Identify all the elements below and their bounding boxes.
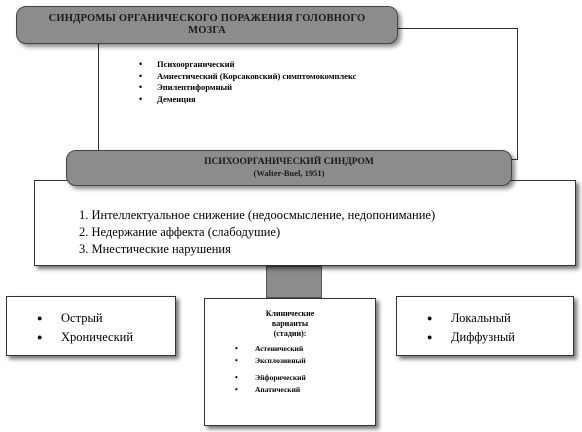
list-item: • Апатический [235,384,306,396]
main-title-line1: СИНДРОМЫ ОРГАНИЧЕСКОГО ПОРАЖЕНИЯ ГОЛОВНОГО [48,13,366,24]
psychoorganic-subtitle: (Walter-Buel, 1951) [253,168,325,178]
list-item: • Эксплозивный [235,355,306,367]
spread-box [396,296,574,356]
list-item: • Психоорганический [139,59,356,71]
triad-box [34,180,576,266]
heading-line: варианты [271,319,309,328]
triad-list [79,207,435,258]
triad-item: 3. Мнестические нарушения [79,242,231,256]
psychoorganic-banner [66,150,512,186]
list-item: ● Хронический [37,328,133,347]
list-item: ● Локальный [427,309,515,328]
list-item: • Эйфорический [235,372,306,384]
list-item: • Астенический [235,343,306,355]
main-title-line2: МОЗГА [188,25,226,36]
list-item: ● Острый [37,309,133,328]
heading-line: Клинические [265,309,315,318]
clinical-variants-heading [205,309,375,339]
list-item: ● Диффузный [427,328,515,347]
list-item: • Амнестический (Корсаковский) симптомокомплекс [139,71,356,83]
heading-line: (стадии): [273,329,307,338]
spread-list [427,309,515,347]
syndrome-types-list [139,59,356,105]
course-box [6,296,176,356]
clinical-variants-box [204,298,376,426]
main-title-banner [16,6,398,44]
triad-item: 2. Недержание аффекта (слабодушие) [79,225,281,239]
list-item: • Деменция [139,94,356,106]
syndrome-types-box [98,28,518,160]
connector-bar [266,266,322,298]
clinical-variants-list [235,343,306,395]
course-list [37,309,133,347]
psychoorganic-title: ПСИХООРГАНИЧЕСКИЙ СИНДРОМ [204,157,374,167]
list-item: • Эпилептиформный [139,82,356,94]
triad-item: 1. Интеллектуальное снижение (недоосмысление, недопонимание) [79,208,436,222]
